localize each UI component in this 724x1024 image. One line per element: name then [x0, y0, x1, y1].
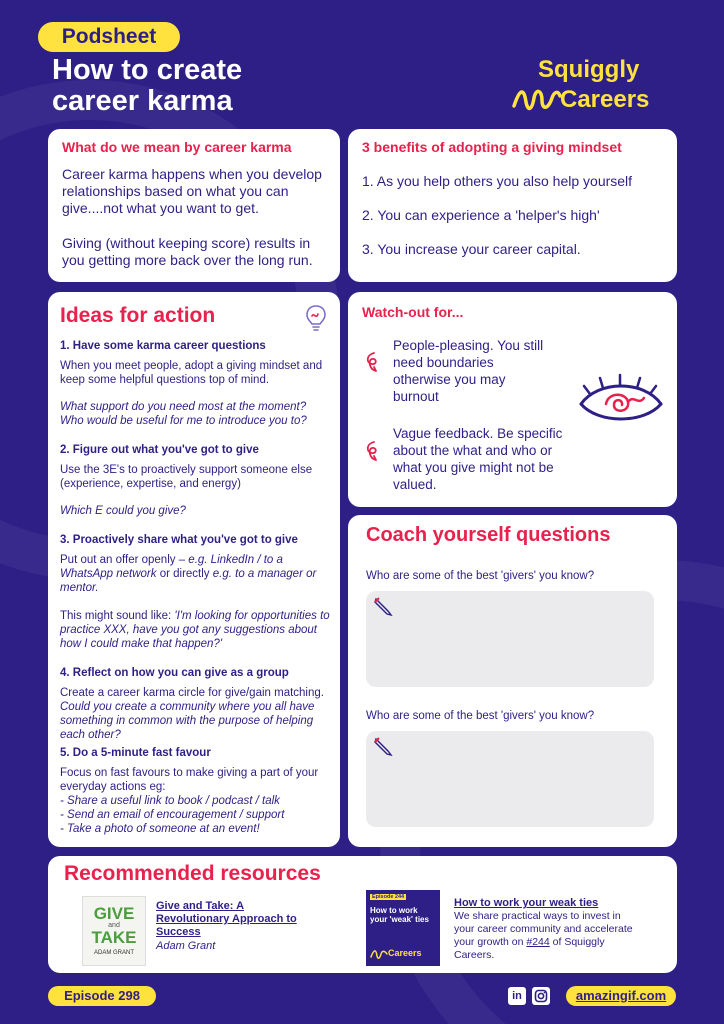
idea-example: Which E could you give?	[60, 505, 186, 517]
idea-text	[60, 686, 330, 742]
squiggle-arrow-icon	[362, 350, 386, 376]
book-cover-text: TAKE	[91, 928, 137, 947]
idea-text-part: This might sound like:	[60, 610, 175, 622]
benefits-card	[348, 129, 677, 282]
watchout-card	[348, 292, 677, 507]
resources-heading: Recommended resources	[64, 862, 321, 885]
book-cover	[82, 896, 146, 966]
episode-number-link[interactable]: #244	[526, 936, 550, 948]
idea-text	[60, 553, 330, 595]
episode-text-part: of Squiggly Careers.	[454, 936, 605, 961]
book-cover-author: ADAM GRANT	[93, 950, 134, 956]
idea-text: When you meet people, adopt a giving mindset and keep some helpful questions top of mind.	[60, 360, 323, 386]
episode-cover-logo: Careers	[388, 948, 422, 958]
watchout-item: Vague feedback. Be specific about the what and who or what you give might not be valued.	[393, 426, 563, 492]
episode-cover-title: How to work your 'weak' ties	[370, 906, 429, 924]
page-title	[52, 55, 352, 117]
book-cover-text: GIVE	[93, 904, 135, 923]
idea-title: 5. Do a 5-minute fast favour	[60, 747, 211, 759]
idea-title: 3. Proactively share what you've got to give	[60, 534, 298, 546]
episode-badge: Episode 298	[48, 986, 156, 1006]
idea-title: 1. Have some karma career questions	[60, 340, 266, 352]
eye-icon	[576, 372, 666, 432]
title-line: career karma	[52, 85, 233, 117]
meaning-heading: What do we mean by career karma	[62, 139, 292, 155]
ideas-card	[48, 292, 340, 847]
answer-field[interactable]	[366, 731, 654, 827]
idea-text-part: 'I'm looking for opportunities to practice XXX, have you got any suggestions about how I could make that happen?'	[60, 610, 330, 650]
lightbulb-icon	[304, 304, 328, 332]
watchout-item: People-pleasing. You still need boundaries otherwise you may burnout	[393, 338, 544, 404]
idea-title: 2. Figure out what you've got to give	[60, 444, 259, 456]
linkedin-icon[interactable]: in	[508, 987, 526, 1005]
idea-text-part: or directly	[156, 568, 213, 580]
idea-text-part: Could you create a community where you all have something in common with the purpose of helping each other?	[60, 701, 315, 741]
watchout-heading: Watch-out for...	[362, 304, 464, 320]
idea-example: What support do you need most at the moment? Who would be useful for me to introduce you to?	[60, 401, 307, 427]
episode-link[interactable]: How to work your weak ties	[454, 897, 599, 909]
podsheet-badge: Podsheet	[38, 22, 180, 52]
meaning-paragraph: Career karma happens when you develop relationships based on what you can give....not what you want to get.	[62, 166, 322, 216]
logo-text: Squiggly	[538, 56, 640, 83]
meaning-paragraph: Giving (without keeping score) results in you getting more back over the long run.	[62, 235, 313, 268]
coach-question: Who are some of the best 'givers' you know?	[366, 710, 595, 722]
benefit-item: 2. You can experience a 'helper's high'	[362, 207, 600, 223]
idea-example	[60, 609, 330, 651]
website-link[interactable]: amazingif.com	[566, 986, 676, 1006]
book-link[interactable]: Give and Take: A Revolutionary Approach to Success	[156, 900, 297, 938]
coach-heading: Coach yourself questions	[366, 524, 611, 546]
benefit-item: 1. As you help others you also help yourself	[362, 173, 633, 189]
idea-text-part: e.g. to a manager or mentor.	[60, 568, 317, 594]
idea-text: Focus on fast favours to make giving a part of your everyday actions eg:	[60, 767, 319, 793]
list-item: - Take a photo of someone at an event!	[60, 823, 260, 835]
episode-text-part: We share practical ways to invest in your career community and accelerate your growth on	[454, 910, 633, 948]
list-item: - Share a useful link to book / podcast / talk	[60, 795, 280, 807]
episode-cover	[366, 890, 440, 966]
idea-text: Use the 3E's to proactively support someone else (experience, expertise, and energy)	[60, 464, 313, 490]
logo-text: Careers	[560, 86, 650, 113]
squiggle-arrow-icon	[362, 439, 386, 465]
idea-title: 4. Reflect on how you can give as a group	[60, 667, 289, 679]
coach-question: Who are some of the best 'givers' you know?	[366, 570, 595, 582]
idea-text-part: Put out an offer openly –	[60, 554, 189, 566]
answer-field[interactable]	[366, 591, 654, 687]
idea-text-part: Create a career karma circle for give/gain matching.	[60, 687, 324, 699]
instagram-icon[interactable]	[532, 987, 550, 1005]
list-item: - Send an email of encouragement / support	[60, 809, 285, 821]
book-cover-text: and	[108, 922, 120, 929]
pencil-icon	[372, 595, 394, 617]
book-author: Adam Grant	[156, 940, 216, 952]
episode-description	[454, 910, 634, 962]
idea-text-part: e.g. LinkedIn / to a WhatsApp network	[60, 554, 283, 580]
idea-list	[60, 794, 335, 836]
benefits-heading: 3 benefits of adopting a giving mindset	[362, 139, 622, 155]
benefit-item: 3. You increase your career capital.	[362, 241, 581, 257]
instagram-glyph	[532, 987, 550, 1005]
resources-card	[48, 856, 677, 973]
episode-cover-tag: Episode 244	[372, 894, 405, 900]
pencil-icon	[372, 735, 394, 757]
coach-card	[348, 515, 677, 847]
squiggle-logo-icon	[512, 84, 562, 114]
squiggle-logo-icon	[370, 948, 388, 960]
title-line: How to create	[52, 54, 243, 86]
ideas-heading: Ideas for action	[60, 304, 216, 327]
meaning-card	[48, 129, 340, 282]
